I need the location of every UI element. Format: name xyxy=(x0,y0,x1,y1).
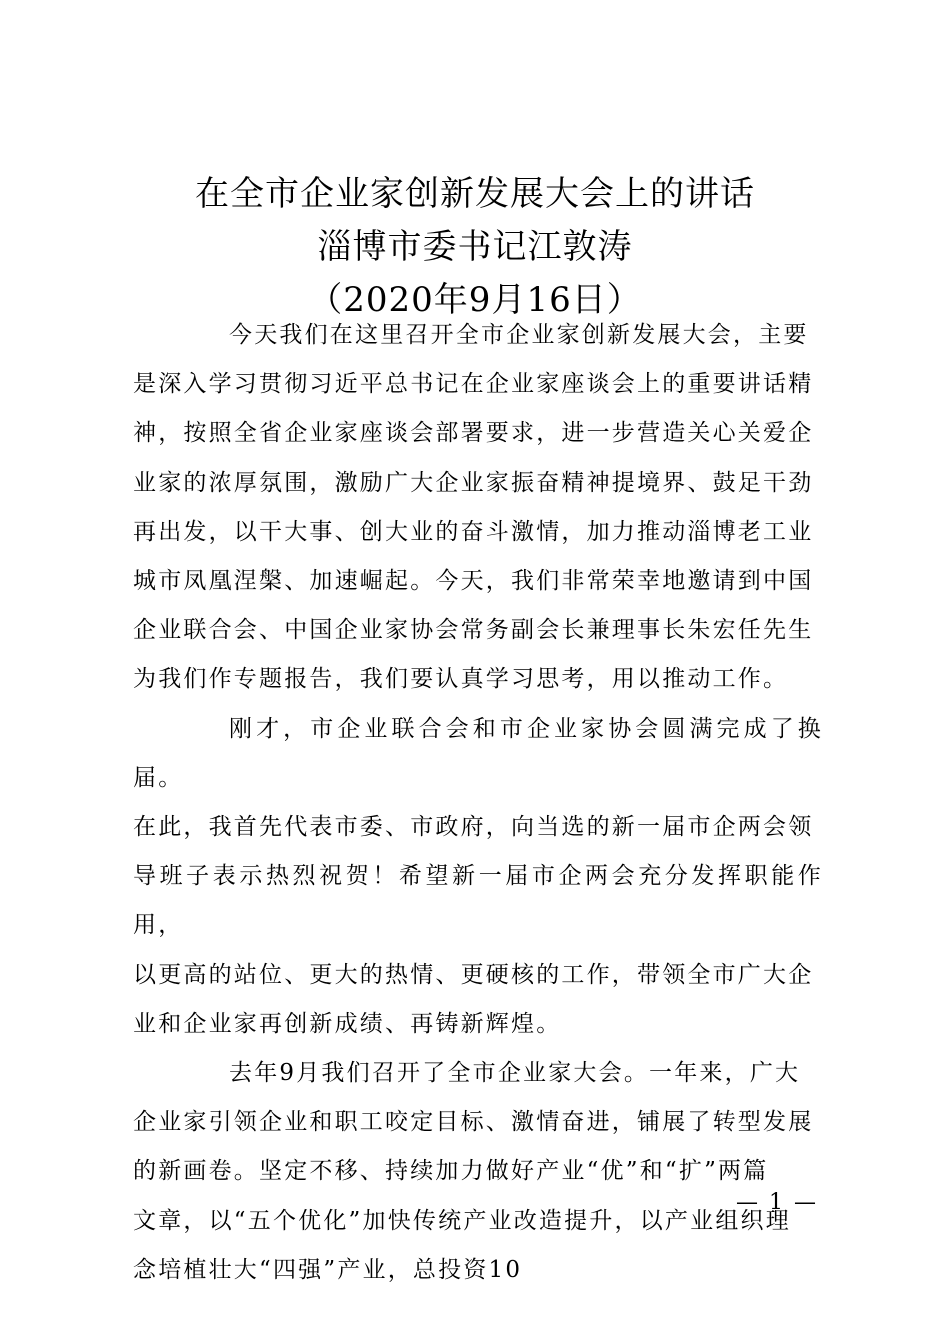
paragraph-3-line: 的新画卷。坚定不移、持续加力做好产业“优”和“扩”两篇 xyxy=(133,1158,769,1185)
paragraph-1-line: 为我们作专题报告，我们要认真学习思考，用以推动工作。 xyxy=(133,666,789,693)
paragraph-1-line: 业家的浓厚氛围，激励广大企业家振奋精神提境界、鼓足干劲 xyxy=(133,469,814,496)
paragraph-1-line: 今天我们在这里召开全市企业家创新发展大会，主要 xyxy=(229,322,809,348)
paragraph-2-line: 导班子表示热烈祝贺！希望新一届市企两会充分发挥职能作用， xyxy=(133,863,823,939)
paragraph-1-line: 是深入学习贯彻习近平总书记在企业家座谈会上的重要讲话精 xyxy=(133,371,814,398)
speech-title: 在全市企业家创新发展大会上的讲话 xyxy=(195,174,755,214)
paragraph-1-line: 再出发，以干大事、创大业的奋斗激情，加力推动淄博老工业 xyxy=(133,518,814,545)
paragraph-1-line: 企业联合会、中国企业家协会常务副会长兼理事长朱宏任先生 xyxy=(133,617,814,644)
speech-date: （2020年9月16日） xyxy=(308,280,642,320)
paragraph-2-line: 以更高的站位、更大的热情、更硬核的工作，带领全市广大企 xyxy=(133,961,814,988)
paragraph-1-line: 城市凤凰涅槃、加速崛起。今天，我们非常荣幸地邀请到中国 xyxy=(133,568,814,595)
paragraph-3 xyxy=(133,1049,823,1295)
title-block xyxy=(0,168,950,327)
page-number: — 1 — xyxy=(736,1190,818,1215)
paragraph-2-line: 在此，我首先代表市委、市政府，向当选的新一届市企两会领 xyxy=(133,814,814,841)
paragraph-3-line: 企业家引领企业和职工咬定目标、激情奋进，铺展了转型发展 xyxy=(133,1109,814,1136)
paragraph-2-line: 业和企业家再创新成绩、再铸新辉煌。 xyxy=(133,1010,562,1037)
paragraph-3-line: 念培植壮大“四强”产业，总投资10 xyxy=(133,1256,523,1283)
paragraph-2-line: 刚才，市企业联合会和市企业家协会圆满完成了换届。 xyxy=(133,715,823,791)
paragraph-2 xyxy=(133,705,823,1049)
speech-body xyxy=(133,311,823,1295)
paragraph-1-line: 神，按照全省企业家座谈会部署要求，进一步营造关心关爱企 xyxy=(133,420,814,447)
speaker-line: 淄博市委书记江敦涛 xyxy=(317,227,633,267)
paragraph-3-line: 去年9月我们召开了全市企业家大会。一年来，广大 xyxy=(229,1060,801,1087)
paragraph-1 xyxy=(133,311,823,705)
paragraph-3-line: 文章，以“五个优化”加快传统产业改造提升，以产业组织理 xyxy=(133,1207,791,1234)
